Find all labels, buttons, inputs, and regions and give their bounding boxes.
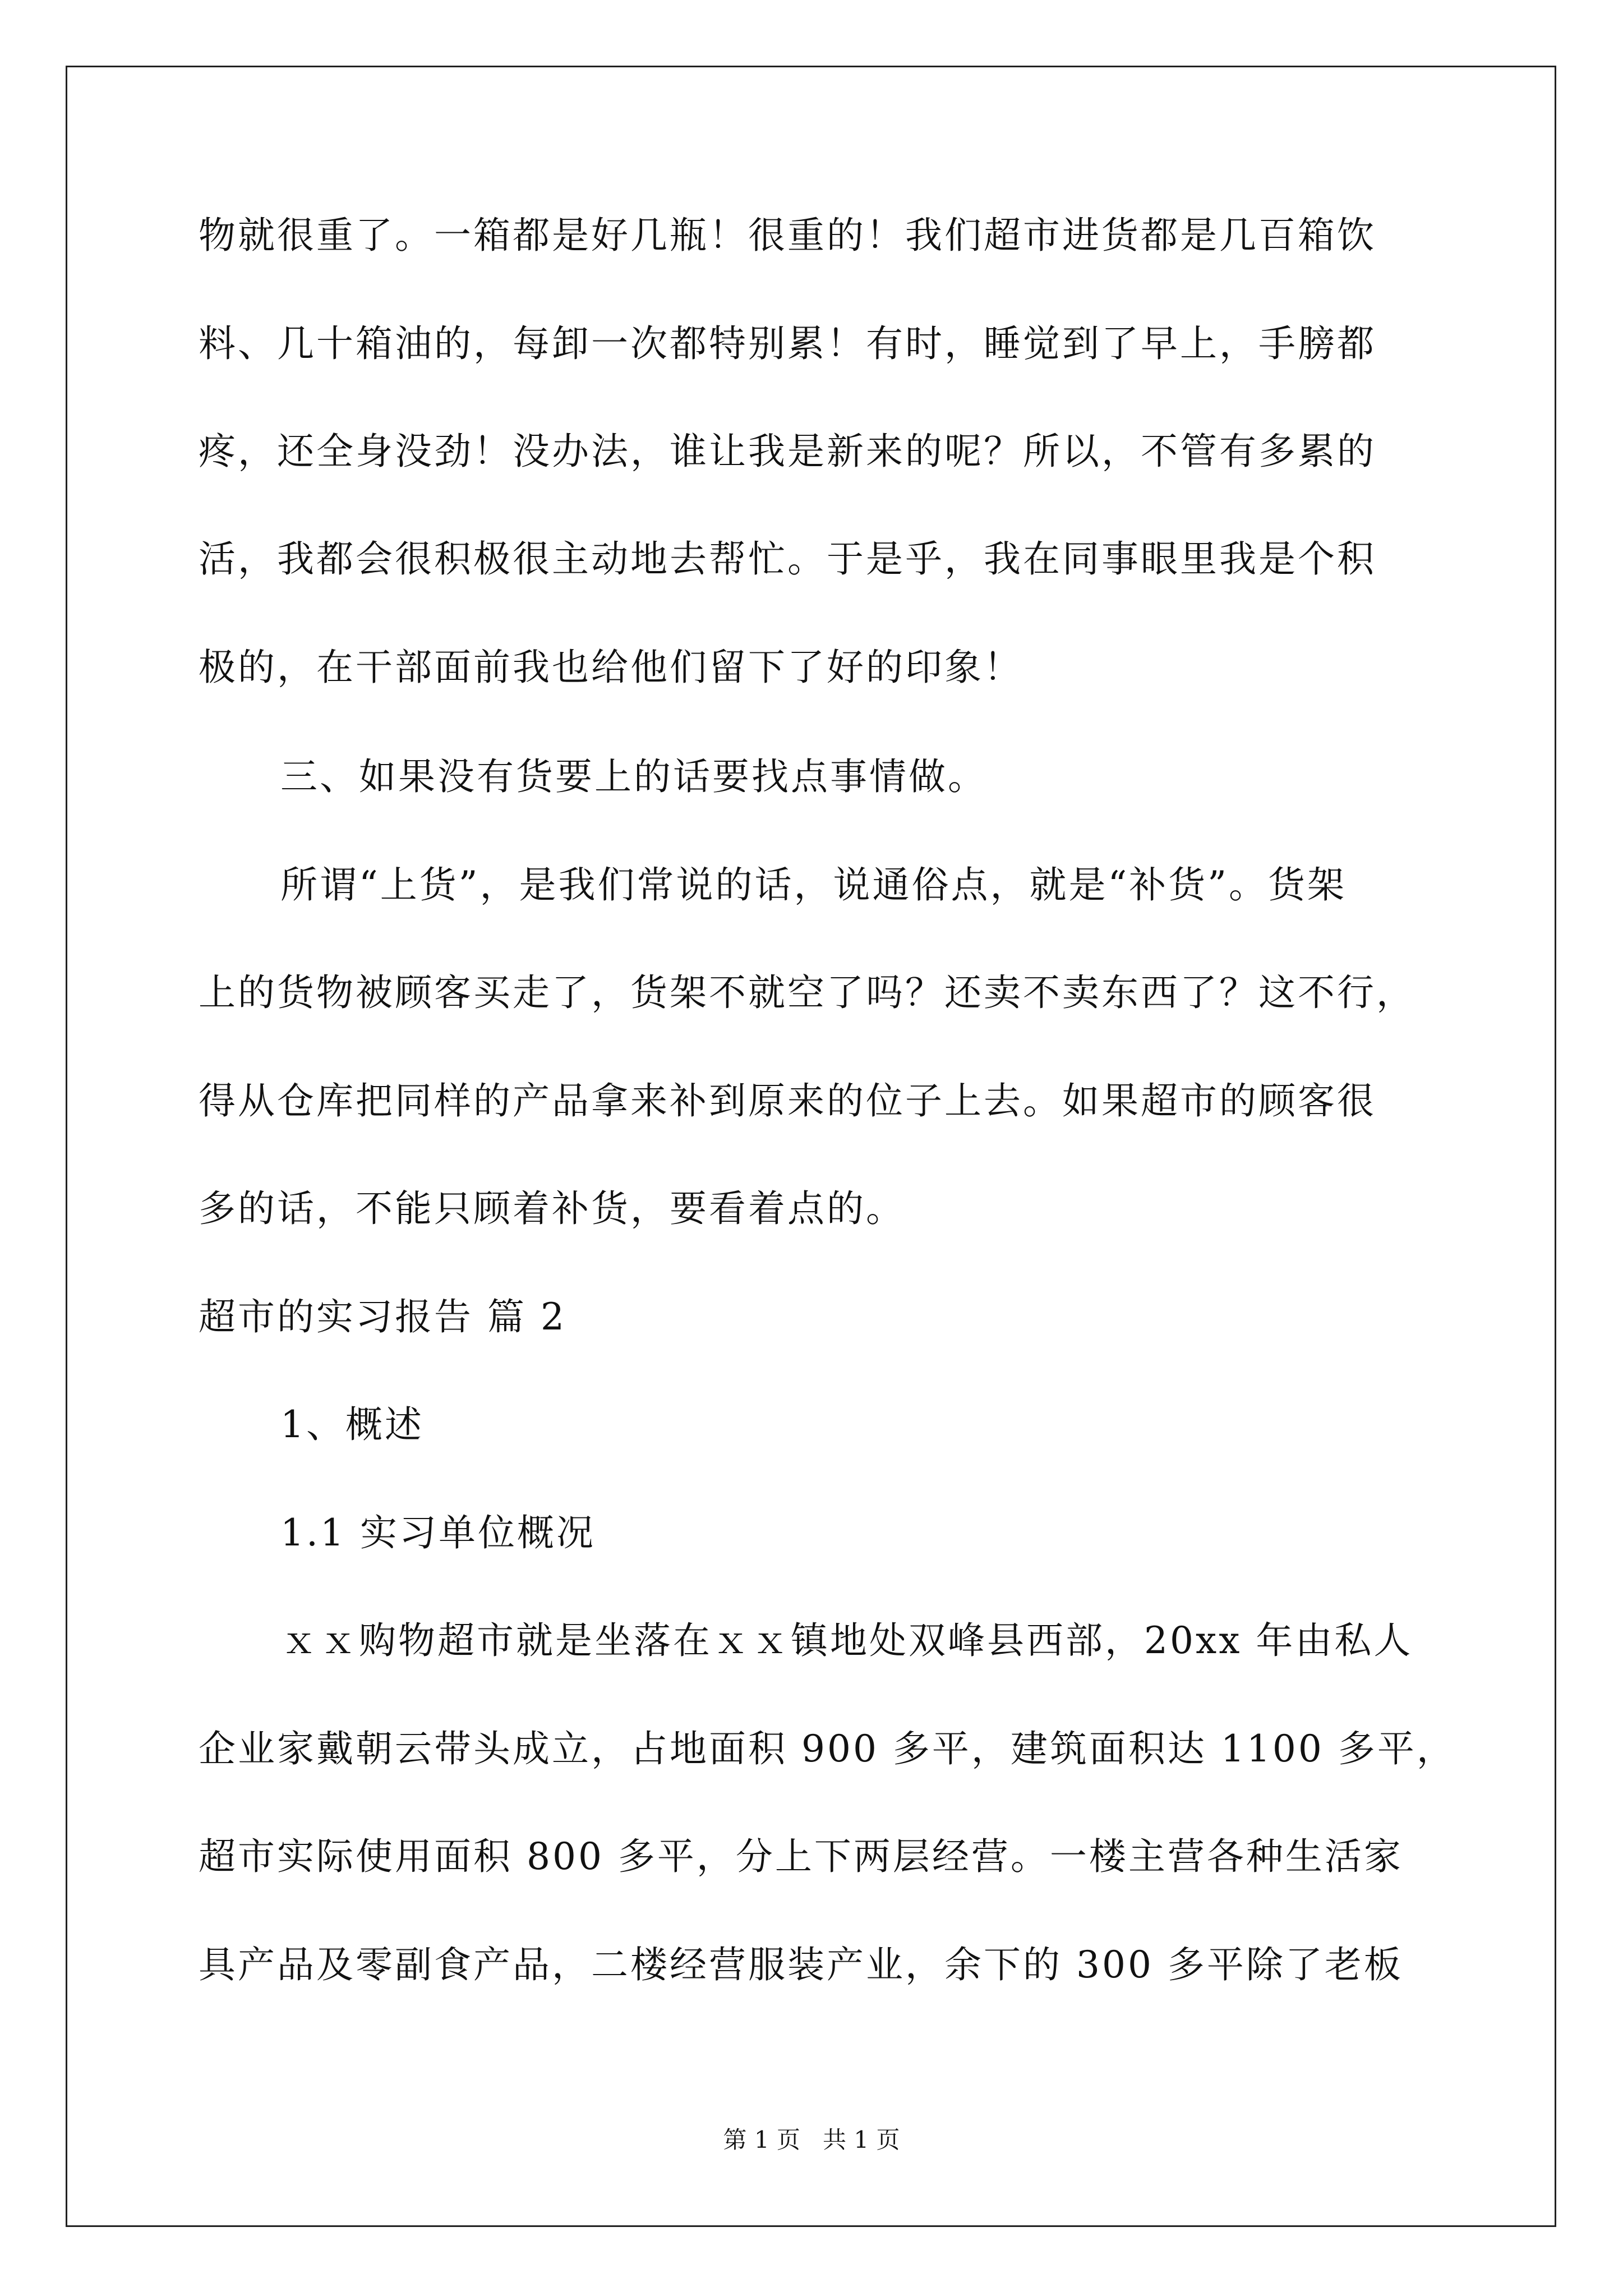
section-heading: 1、概述 (280, 1403, 424, 1446)
body-text-line: 具产品及零副食产品，二楼经营服装产业，余下的 300 多平除了老板 (199, 1943, 1403, 1986)
body-text-line: ｘｘ购物超市就是坐落在ｘｘ镇地处双峰县西部，20xx 年由私人 (280, 1619, 1413, 1662)
page-border (66, 66, 1556, 2227)
body-text-line: 上的货物被顾客买走了，货架不就空了吗？还卖不卖东西了？这不行， (199, 971, 1415, 1014)
subsection-heading: 1.1 实习单位概况 (280, 1511, 596, 1554)
body-text-line: 物就很重了。一箱都是好几瓶！很重的！我们超市进货都是几百箱饮 (199, 214, 1376, 257)
body-text-line: 企业家戴朝云带头成立，占地面积 900 多平，建筑面积达 1100 多平， (199, 1727, 1456, 1770)
body-text-line: 所谓“上货”，是我们常说的话，说通俗点，就是“补货”。货架 (280, 863, 1347, 907)
body-text-line: 极的，在干部面前我也给他们留下了好的印象！ (199, 646, 1023, 689)
body-text-line: 料、几十箱油的，每卸一次都特别累！有时，睡觉到了早上，手膀都 (199, 322, 1376, 365)
report-title: 超市的实习报告 篇 2 (199, 1295, 566, 1338)
section-heading: 三、如果没有货要上的话要找点事情做。 (280, 755, 987, 798)
body-text-line: 超市实际使用面积 800 多平，分上下两层经营。一楼主营各种生活家 (199, 1835, 1403, 1878)
body-text-line: 多的话，不能只顾着补货，要看着点的。 (199, 1187, 905, 1230)
body-text-line: 疼，还全身没劲！没办法，谁让我是新来的呢？所以，不管有多累的 (199, 430, 1376, 473)
page-footer: 第 1 页 共 1 页 (723, 2126, 900, 2154)
body-text-line: 得从仓库把同样的产品拿来补到原来的位子上去。如果超市的顾客很 (199, 1079, 1376, 1122)
body-text-line: 活，我都会很积极很主动地去帮忙。于是乎，我在同事眼里我是个积 (199, 537, 1376, 581)
